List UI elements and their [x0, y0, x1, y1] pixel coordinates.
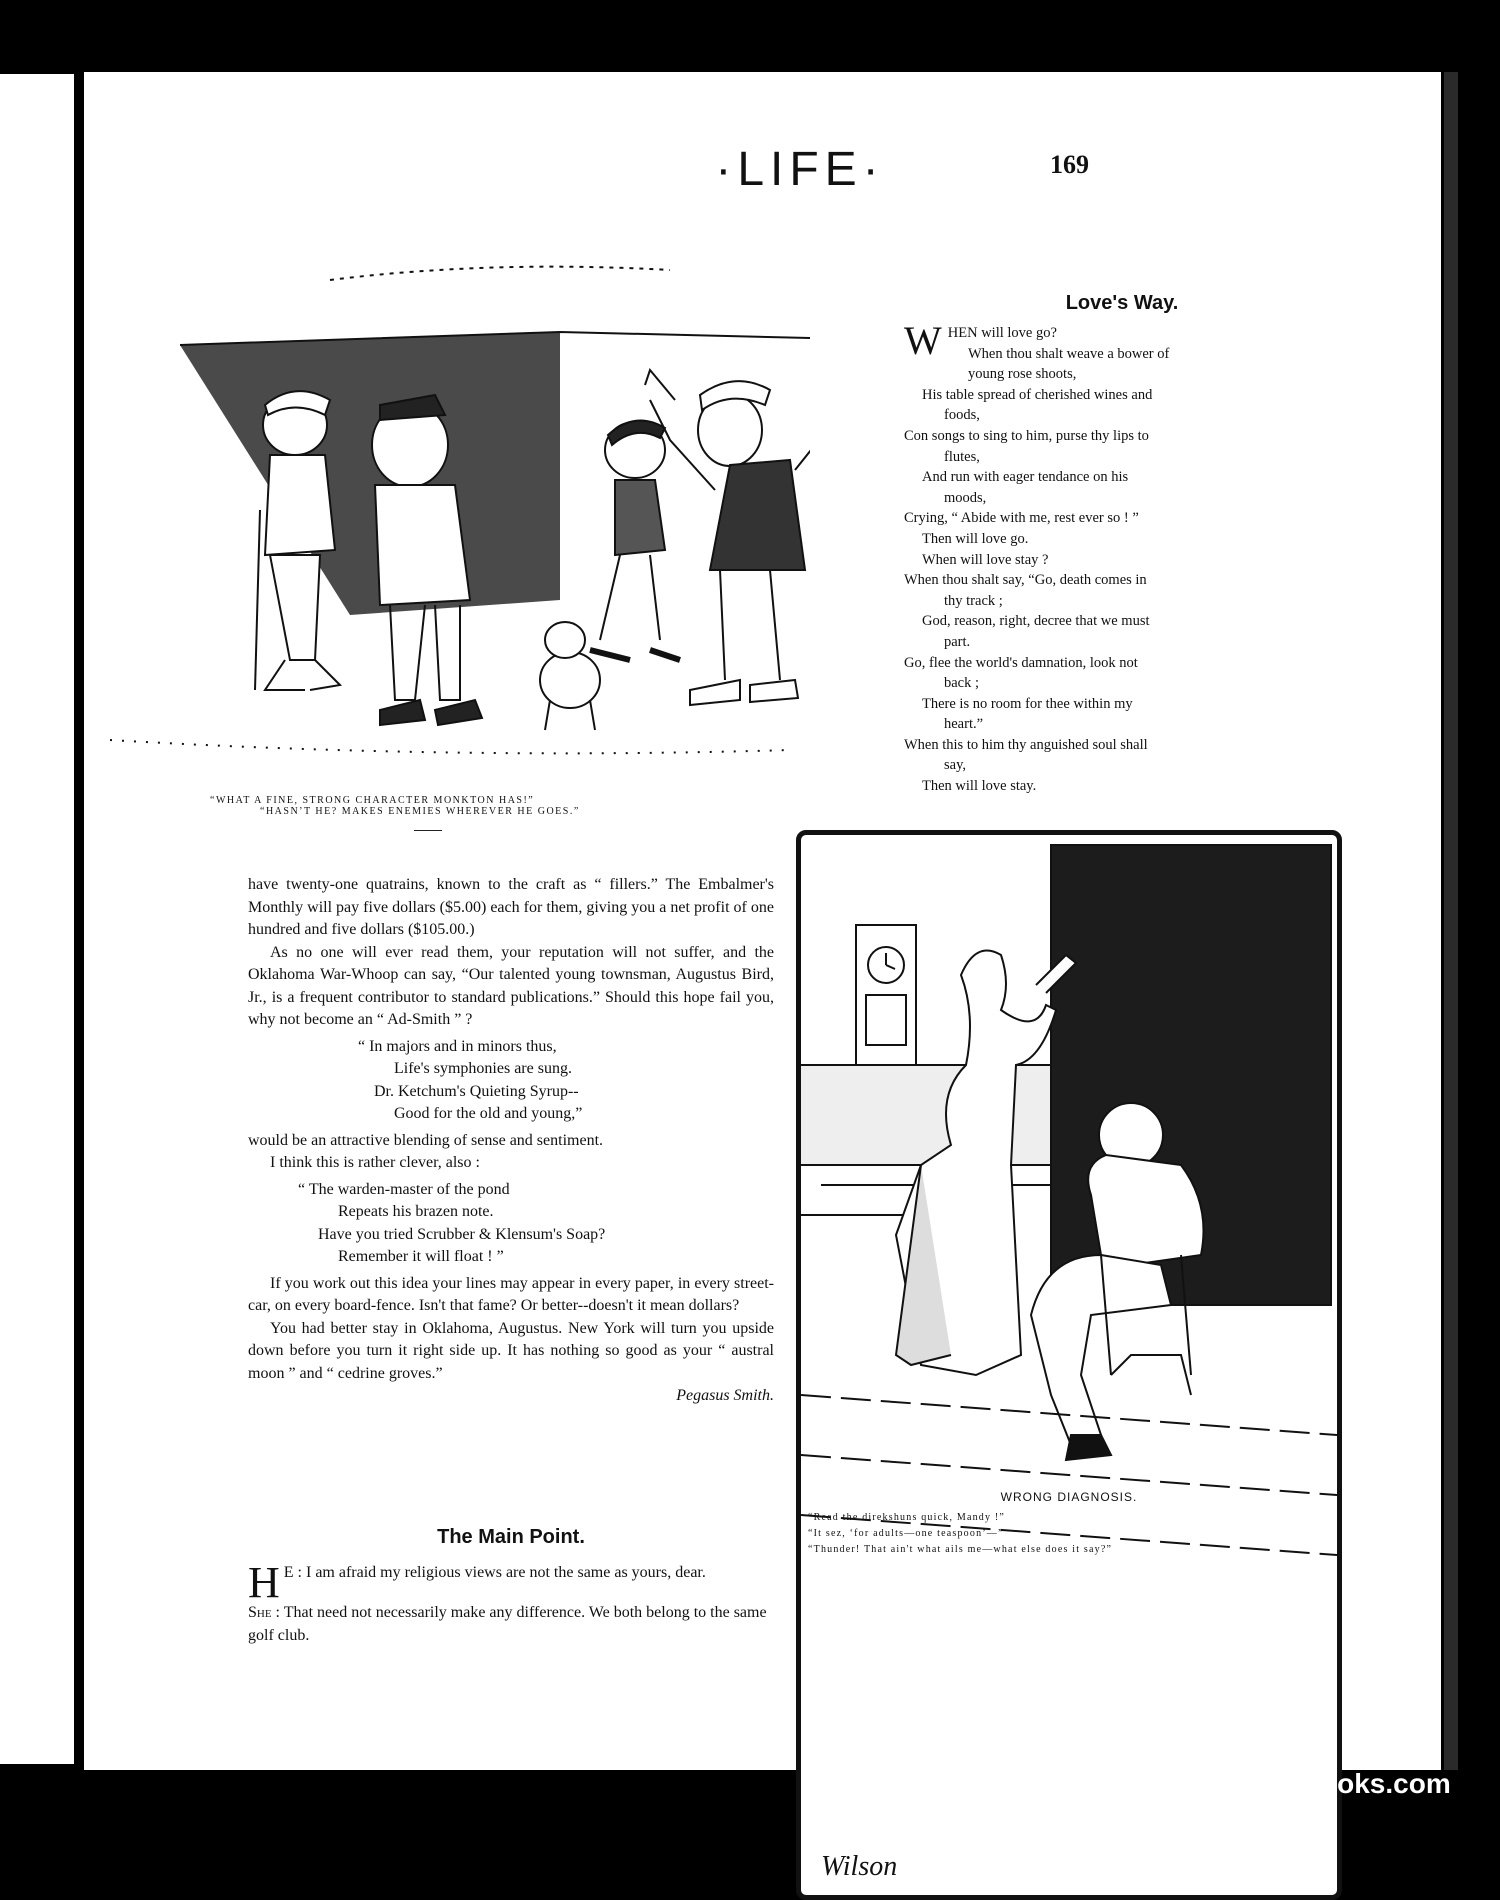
poem-title: Love's Way. — [1065, 292, 1179, 314]
she-line — [248, 1602, 774, 1647]
she-text: That need not necessarily make any difference. We both belong to the same golf club. — [248, 1604, 767, 1644]
poem-line: Crying, “ Abide with me, rest ever so ! ” — [904, 510, 1139, 527]
caption-line: “Thunder! That ain't what ails me—what else does it say?” — [808, 1544, 1113, 1555]
article-paragraph: If you work out this idea your lines may appear in every paper, in every street-car, on every board-fence. Isn't that fame? Or better--doesn't it mean dollars? — [248, 1274, 774, 1314]
poem-line: And run with eager tendance on his — [922, 469, 1129, 486]
illustration-caption — [808, 1510, 1348, 1558]
caption-line: “HASN’T HE? MAKES ENEMIES WHEREVER HE GOES.” — [260, 806, 580, 817]
poem-line: Go, flee the world's damnation, look not — [904, 654, 1138, 671]
poem-line: HEN will love go? — [947, 325, 1057, 341]
poem-line: say, — [944, 757, 967, 774]
illustration-title: WRONG DIAGNOSIS. — [1000, 1490, 1138, 1504]
page-number: 169 — [1050, 150, 1089, 179]
masthead: ·LIFE· — [715, 143, 885, 196]
verse-line: Remember it will float ! ” — [338, 1248, 504, 1265]
verse-block — [248, 1179, 774, 1269]
speaker-label: She : — [248, 1604, 281, 1621]
poem-line: His table spread of cherished wines and — [922, 386, 1153, 403]
poem-line: Then will love stay. — [922, 778, 1037, 795]
article-paragraph: You had better stay in Oklahoma, Augustus. New York will turn you upside down before you turn it right side up. It has nothing so good as your “ austral moon ” and “ cedrine groves.” — [248, 1319, 774, 1382]
verse-line: Life's symphonies are sung. — [394, 1060, 572, 1077]
verse-block — [248, 1036, 774, 1126]
poem-line: When will love stay ? — [922, 551, 1049, 568]
main-point-dialogue — [248, 1558, 774, 1647]
verse-line: Have you tried Scrubber & Klensum's Soap? — [318, 1225, 606, 1243]
verse-line: Dr. Ketchum's Quieting Syrup-- — [374, 1082, 579, 1100]
caption-line: “WHAT A FINE, STRONG CHARACTER MONKTON HAS!” — [210, 795, 535, 806]
verse-line: “ The warden-master of the pond — [298, 1180, 510, 1198]
wrong-diagnosis-illustration — [796, 830, 1342, 1900]
kitchen-scene-drawing — [801, 835, 1337, 1895]
divider-rule — [414, 830, 442, 831]
artist-signature: Wilson — [821, 1851, 898, 1882]
poem-line: God, reason, right, decree that we must — [922, 613, 1150, 630]
main-point-title: The Main Point. — [437, 1526, 585, 1548]
article-column — [248, 874, 774, 1408]
verse-line: Repeats his brazen note. — [338, 1203, 494, 1220]
article-paragraph: I think this is rather clever, also : — [270, 1154, 480, 1171]
poem-line: There is no room for thee within my — [922, 695, 1133, 712]
signature-row — [248, 1385, 774, 1407]
verse-line: “ In majors and in minors thus, — [358, 1037, 557, 1055]
poem-line: flutes, — [944, 448, 980, 465]
golf-cartoon-illustration — [90, 220, 810, 780]
poem-line: When thou shalt weave a bower of — [968, 345, 1170, 362]
loves-way-poem — [904, 318, 1339, 797]
poem-line: part. — [944, 633, 971, 650]
poem-line: Then will love go. — [922, 530, 1029, 547]
facing-page-edge — [0, 74, 74, 1764]
binding-strip — [1444, 72, 1458, 1770]
poem-line: Con songs to sing to him, purse thy lips to — [904, 427, 1149, 444]
caption-line: “It sez, ‘for adults—one teaspoon’—” — [808, 1528, 1004, 1539]
poem-line: When thou shalt say, “Go, death comes in — [904, 572, 1147, 589]
top-cartoon-caption — [210, 795, 680, 817]
article-paragraph: would be an attractive blending of sense and sentiment. — [248, 1131, 604, 1149]
article-paragraph: As no one will ever read them, your reputation will not suffer, and the Oklahoma War-Whoop can say, “Our talented young townsman, Augustus Bird, Jr., is a frequent contributor to standard publications.” Should this hope fail you, why not become an “ Ad-Smith ” ? — [248, 943, 774, 1028]
poem-line: heart.” — [944, 716, 984, 733]
site-watermark: comicbooks.com — [1222, 1768, 1451, 1799]
verse-line: Good for the old and young,” — [394, 1105, 583, 1122]
he-line: E : I am afraid my religious views are not the same as yours, dear. — [283, 1564, 706, 1581]
author-signature: Pegasus Smith. — [676, 1387, 774, 1404]
article-paragraph: have twenty-one quatrains, known to the craft as “ fillers.” The Embalmer's Monthly will pay five dollars ($5.00) each for them, giving you a net profit of one hundred and five dollars ($105.00.) — [248, 876, 774, 938]
drop-cap: W — [904, 318, 942, 363]
drop-cap: H — [248, 1558, 280, 1607]
poem-line: When this to him thy anguished soul shall — [904, 736, 1148, 753]
poem-line: moods, — [944, 489, 987, 506]
poem-line: foods, — [944, 407, 980, 424]
poem-line: thy track ; — [944, 592, 1003, 609]
poem-line: back ; — [944, 675, 980, 692]
caption-line: “Read the direkshuns quick, Mandy !” — [808, 1512, 1006, 1523]
poem-line: young rose shoots, — [968, 366, 1077, 383]
